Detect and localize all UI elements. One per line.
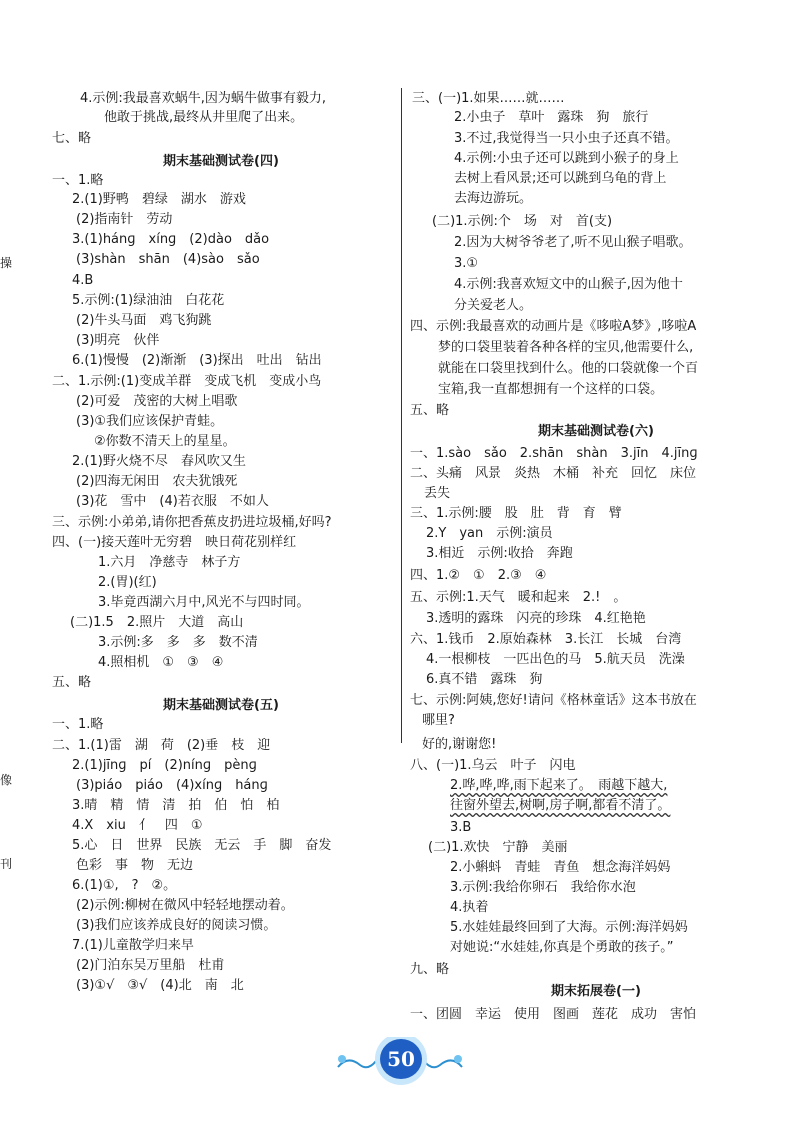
answer-line: 四、示例:我最喜欢的动画片是《哆啦A梦》,哆啦A (410, 319, 697, 334)
answer-line: (2)可爱 茂密的大树上唱歌 (76, 394, 238, 409)
answer-line: 2.哗,哗,哗,雨下起来了。 雨越下越大, (450, 778, 668, 793)
answer-line: 三、示例:小弟弟,请你把香蕉皮扔进垃圾桶,好吗? (52, 515, 332, 530)
answer-line: 四、1.② ① 2.③ ④ (410, 568, 547, 583)
answer-line: 4.示例:我最喜欢蜗牛,因为蜗牛做事有毅力, (80, 91, 327, 106)
answer-line: 3.示例:多 多 多 数不清 (98, 635, 258, 650)
answer-line: 一、1.略 (52, 173, 104, 188)
answer-line: 1.六月 净慈寺 林子方 (98, 555, 241, 570)
answer-line: 4.B (72, 273, 94, 288)
answer-line: 八、(一)1.乌云 叶子 闪电 (410, 758, 576, 773)
answer-line: 2.Y yan 示例:演员 (426, 526, 553, 541)
answer-line: 九、略 (410, 962, 450, 977)
answer-line: 宝箱,我一直都想拥有一个这样的口袋。 (438, 382, 664, 397)
answer-line: 二、头痛 风景 炎热 木桶 补充 回忆 床位 (410, 466, 697, 481)
answer-line: 4.示例:小虫子还可以跳到小猴子的身上 (454, 151, 679, 166)
answer-line: 3.B (450, 820, 472, 835)
answer-line: 四、(一)接天莲叶无穷碧 映日荷花别样红 (52, 535, 297, 550)
answer-line: 哪里? (422, 713, 455, 728)
answer-line: 好的,谢谢您! (422, 737, 497, 752)
column-divider (401, 88, 402, 743)
answer-line: 二、1.(1)雷 湖 荷 (2)垂 枝 迎 (52, 738, 271, 753)
answer-line: 丢失 (424, 486, 451, 501)
answer-line: 3.(1)hánɡ xínɡ (2)dào dǎo (72, 232, 270, 247)
answer-line: (二)1.欢快 宁静 美丽 (428, 840, 568, 855)
answer-line: 3.相近 示例:收拾 奔跑 (426, 546, 573, 561)
edge-fragment: 操 (0, 256, 13, 270)
answer-line: 4.示例:我喜欢短文中的山猴子,因为他十 (454, 277, 683, 292)
answer-line: 去树上看风景;还可以跳到乌龟的背上 (454, 171, 667, 186)
answer-line: 4.X xiu 亻 四 ① (72, 818, 203, 833)
section-title: 期末基础测试卷(四) (163, 154, 279, 169)
answer-line: (二)1.5 2.照片 大道 高山 (70, 615, 244, 630)
answer-line: 5.示例:(1)绿油油 白花花 (72, 293, 225, 308)
answer-line: 4.照相机 ① ③ ④ (98, 655, 224, 670)
answer-line: 二、1.示例:(1)变成羊群 变成飞机 变成小鸟 (52, 374, 322, 389)
answer-line: 三、1.示例:腰 股 肚 背 育 臂 (410, 506, 622, 521)
section-title: 期末基础测试卷(五) (163, 698, 279, 713)
answer-line: (3)花 雪中 (4)若衣服 不如人 (76, 494, 269, 509)
answer-line: 六、1.钱币 2.原始森林 3.长江 长城 台湾 (410, 632, 682, 647)
answer-line: 三、(一)1.如果……就…… (412, 91, 565, 106)
answer-line: (2)示例:柳树在微风中轻轻地摆动着。 (76, 898, 294, 913)
answer-line: 5.心 日 世界 民族 无云 手 脚 奋发 (72, 838, 332, 853)
answer-line: 3.透明的露珠 闪亮的珍珠 4.红艳艳 (426, 611, 646, 626)
answer-line: 2.(胃)(红) (98, 575, 157, 590)
answer-line: (2)四海无闲田 农夫犹饿死 (76, 474, 238, 489)
answer-line: (2)门泊东吴万里船 杜甫 (76, 958, 225, 973)
answer-line: 4.一根柳枝 一匹出色的马 5.航天员 洗澡 (426, 652, 685, 667)
answer-line: 七、示例:阿姨,您好!请问《格林童话》这本书放在 (410, 693, 697, 708)
answer-line: 五、示例:1.天气 暖和起来 2.! 。 (410, 590, 627, 605)
edge-fragment: 像 (0, 773, 13, 787)
answer-line: 梦的口袋里装着各种各样的宝贝,他需要什么, (438, 340, 694, 355)
answer-line: 2.(1)jīnɡ pí (2)nínɡ pènɡ (72, 758, 257, 773)
answer-line: 五、略 (52, 675, 92, 690)
answer-line: 他敢于挑战,最终从井里爬了出来。 (104, 110, 304, 125)
answer-line: 去海边游玩。 (454, 191, 533, 206)
answer-line: 3.示例:我给你卵石 我给你水泡 (450, 880, 636, 895)
page-number: 50 (380, 1039, 422, 1079)
answer-line: 分关爱老人。 (454, 298, 533, 313)
edge-fragment: 刊 (0, 857, 13, 871)
answer-line: 2.因为大树爷爷老了,听不见山猴子唱歌。 (454, 235, 692, 250)
answer-line: 一、1.sào sǎo 2.shān shàn 3.jīn 4.jīnɡ (410, 446, 698, 461)
answer-line: 3.毕竟西湖六月中,风光不与四时同。 (98, 595, 310, 610)
answer-line: 3.晴 精 情 清 拍 伯 怕 柏 (72, 798, 280, 813)
answer-line: 色彩 事 物 无边 (76, 858, 194, 873)
answer-line: 往窗外望去,树啊,房子啊,都看不清了。 (450, 798, 671, 813)
answer-line: 6.真不错 露珠 狗 (426, 672, 543, 687)
section-title: 期末基础测试卷(六) (538, 424, 654, 439)
answer-line: 3.① (454, 256, 479, 271)
answer-line: 3.不过,我觉得当一只小虫子还真不错。 (454, 131, 679, 146)
answer-line: 一、1.略 (52, 717, 104, 732)
answer-line: 4.执着 (450, 900, 489, 915)
answer-line: 6.(1)①, ? ②。 (72, 878, 177, 893)
answer-line: 5.水娃娃最终回到了大海。示例:海洋妈妈 (450, 920, 688, 935)
answer-line: 2.小蝌蚪 青蛙 青鱼 想念海洋妈妈 (450, 860, 671, 875)
answer-line: (3)①我们应该保护青蛙。 (76, 414, 224, 429)
answer-line: (3)我们应该养成良好的阅读习惯。 (76, 918, 277, 933)
answer-line: (2)牛头马面 鸡飞狗跳 (76, 313, 212, 328)
answer-line: (3)明亮 伙伴 (76, 333, 160, 348)
answer-line: 七、略 (52, 131, 92, 146)
answer-line: 就能在口袋里找到什么。他的口袋就像一个百 (438, 361, 699, 376)
answer-line: 6.(1)慢慢 (2)渐渐 (3)探出 吐出 钻出 (72, 353, 322, 368)
answer-line: 2.小虫子 草叶 露珠 狗 旅行 (454, 110, 649, 125)
answer-line: (2)指南针 劳动 (76, 212, 173, 227)
answer-line: 7.(1)儿童散学归来早 (72, 938, 194, 953)
page-footer (330, 1037, 470, 1087)
answer-line: (3)piáo piáo (4)xínɡ hánɡ (76, 778, 268, 793)
answer-line: (3)①√ ③√ (4)北 南 北 (76, 978, 244, 993)
answer-line: (二)1.示例:个 场 对 首(支) (432, 214, 613, 229)
answer-line: 五、略 (410, 403, 450, 418)
section-title: 期末拓展卷(一) (551, 984, 641, 999)
answer-line: ②你数不清天上的星星。 (94, 434, 236, 449)
answer-line: 一、团圆 幸运 使用 图画 莲花 成功 害怕 (410, 1007, 697, 1022)
answer-line: 2.(1)野鸭 碧绿 湖水 游戏 (72, 192, 246, 207)
answer-line: 2.(1)野火烧不尽 春风吹又生 (72, 454, 246, 469)
answer-line: 对她说:“水娃娃,你真是个勇敢的孩子。” (450, 940, 674, 955)
answer-line: (3)shàn shān (4)sào sǎo (76, 252, 260, 267)
